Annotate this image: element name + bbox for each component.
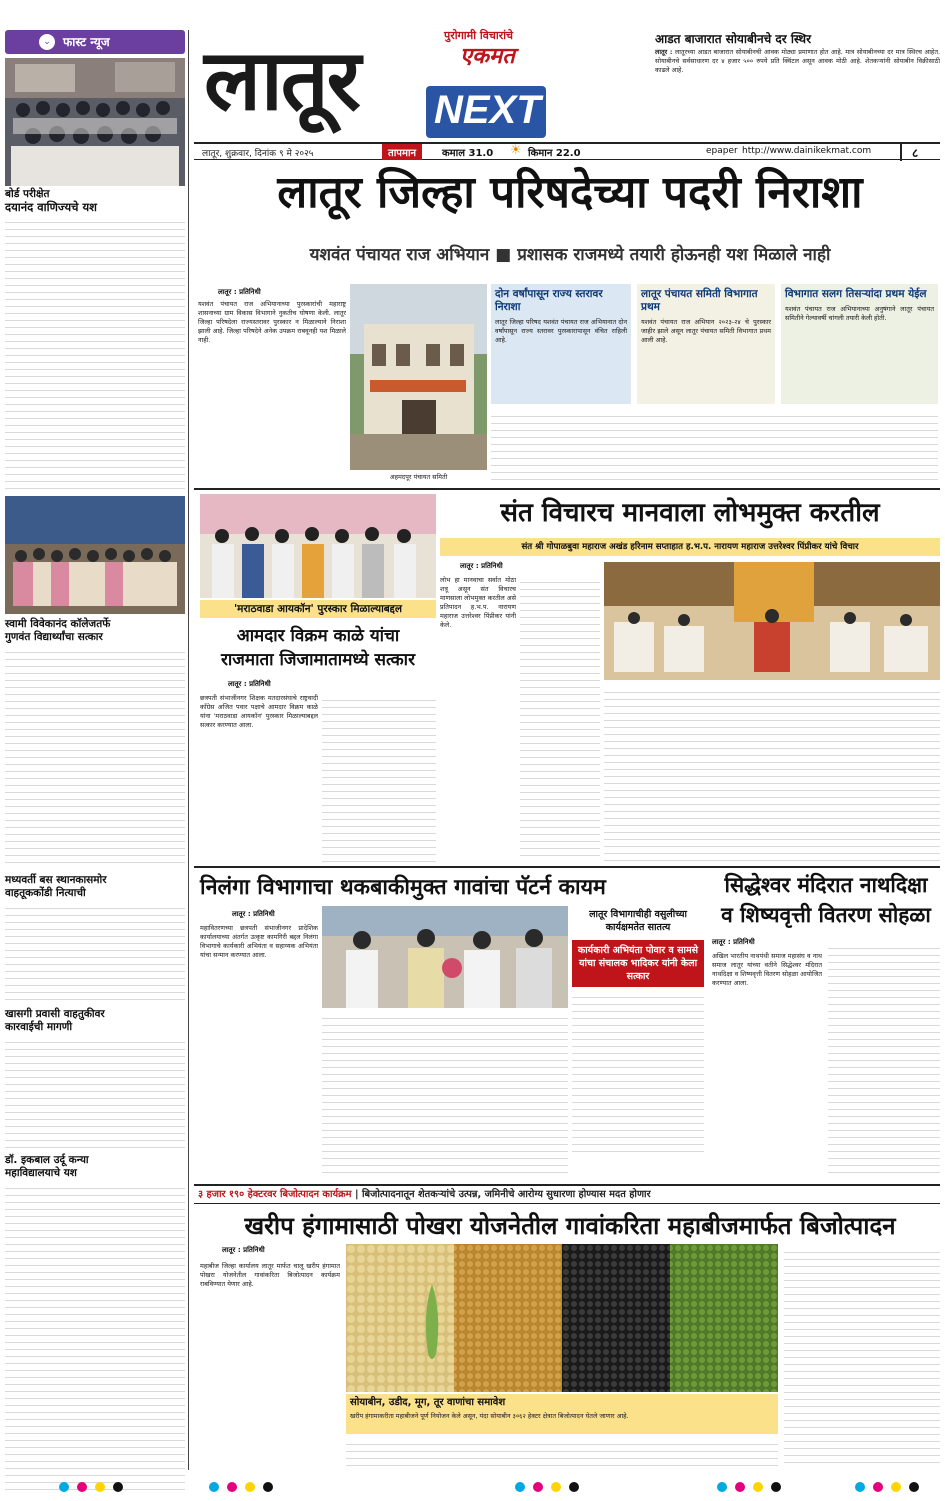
registration-marks: [0, 1474, 945, 1501]
sidebar-story2-title: स्वामी विवेकानंद कॉलेजतर्फे गुणवंत विद्यार्थ्यांचा सत्कार: [5, 618, 111, 643]
story4-box-title: लातूर विभागाचीही वसुलीच्या कार्यक्षमतेत सातत्य: [589, 909, 687, 933]
msedcl-felicitation-photo: [322, 906, 568, 1008]
dateline: लातूर, शुक्रवार, दिनांक ९ मे २०२५: [202, 149, 314, 159]
story4-headline: निलंगा विभागाचा थकबाकीमुक्त गावांचा पॅटर्न कायम: [200, 875, 606, 900]
ticker-red: ३ हजार १९० हेक्टरवर बिजोत्पादन कार्यक्रम: [198, 1189, 352, 1200]
story4-box: [572, 906, 704, 1174]
sidebar-story1-title: बोर्ड परीक्षेत दयानंद वाणिज्यचे यश: [5, 188, 97, 214]
ticker-sep: |: [354, 1189, 362, 1200]
story4-byline: लातूर : प्रतिनिधी: [232, 910, 275, 918]
sidebar-story4-title: खासगी प्रवासी वाहतुकीवर कारवाईची मागणी: [5, 1008, 105, 1033]
sidebar-story1-text: [5, 216, 185, 494]
sidebar-header: [5, 30, 185, 54]
brand-tagline: पुरोगामी विचारांचे: [444, 29, 514, 42]
story3-text: छत्रपती संभाजीनगर शिक्षक मतदारसंघाचे राष्ट्रवादी काँग्रेस अजित पवार पक्षाचे आमदार विक्रम काळे यांना 'मराठवाडा आयकॉन' पुरस्कार मिळाल्याबद्दल सत्कार करण्यात आला.: [200, 694, 318, 729]
next-logo: [426, 86, 546, 138]
sidebar-story3-title: मध्यवर्ती बस स्थानकासमोर वाहतूककोंडी नित्याची: [5, 874, 107, 899]
sidebar-divider: [188, 30, 189, 1470]
brief-title: आडत बाजारात सोयाबीनचे दर स्थिर: [655, 32, 811, 46]
sidebar-fast-news: [5, 30, 185, 1470]
story4-text: महावितरणच्या छत्रपती संभाजीनगर प्रादेशिक कार्यालयाच्या अंतर्गत उत्कृष्ट कामगिरी बद्दल निलंगा विभागाचे कार्यकारी अभियंता व सहाय्यक अभियंता यांचा सन्मान करण्यात आला.: [200, 924, 318, 959]
lead-box-3: [781, 284, 938, 404]
lead-box-2: [637, 284, 775, 404]
next-logo-text: NEXT: [434, 88, 541, 132]
story6-text: महाबीज जिल्हा कार्यालय लातूर मार्फत चालू खरीप हंगामात पोखरा योजनेतील गावांकरिता बिजोत्पादन कार्यक्रम राबविण्यात येणार आहे.: [200, 1262, 340, 1288]
story3-headline: आमदार विक्रम काळे यांचा राजमाता जिजामातामध्ये सत्कार: [220, 626, 416, 670]
story3-banner: 'मराठवाडा आयकॉन' पुरस्कार मिळाल्याबद्दल: [200, 600, 436, 618]
lead-subhead: यशवंत पंचायत राज अभियान ■ प्रशासक राजमध्ये तयारी होऊनही यश मिळाले नाही: [309, 245, 831, 265]
sidebar-story2-text: [5, 646, 185, 866]
page-number: ८: [900, 144, 918, 161]
lead-box-1-text: लातूर जिल्हा परिषद यशवंत पंचायत राज अभियानात दोन वर्षांपासून राज्य स्तरावर पुरस्कारापासून वंचित राहिली आहे.: [495, 318, 627, 344]
ticker-black: बिजोत्पादनातून शेतकऱ्यांचे उत्पन्न, जमिनीचे आरोग्य सुधारणा होण्यास मदत होणार: [361, 1189, 651, 1200]
story4-box-text: [572, 991, 704, 1155]
weather-label: तापमान: [382, 144, 422, 160]
story6-byline: लातूर : प्रतिनिधी: [222, 1246, 265, 1254]
story2-byline: लातूर : प्रतिनिधी: [460, 562, 503, 570]
sidebar-story4-text: [5, 1036, 185, 1150]
story4-text-col2: [322, 1012, 568, 1174]
story6-headline: खरीप हंगामासाठी पोखरा योजनेतील गावांकरिता महाबीजमार्फत बिजोत्पादन: [244, 1212, 896, 1240]
sidebar-story5-title: डॉ. इकबाल उर्दू कन्या महाविद्यालयाचे यश: [5, 1154, 89, 1179]
graduates-photo: [5, 58, 185, 186]
lead-box-2-title: लातूर पंचायत समिती विभागात प्रथम: [641, 288, 758, 313]
lead-box-2-text: यशवंत पंचायत राज अभियान २०२३-२४ चे पुरस्कार जाहीर झाले असून लातूर पंचायत समिती विभागात प्रथम आली आहे.: [641, 318, 771, 344]
story3-text-col2: [322, 694, 436, 862]
masthead: [194, 28, 654, 143]
lead-text: यशवंत पंचायत राज अभियानाच्या पुरस्कारांची महाराष्ट्र शासनाच्या ग्राम विकास विभागाने नुकतीच घोषणा केली. लातूर जिल्हा परिषदेला राज्यस्तरावर पुरस्कार न मिळाल्याने निराशा झाली आहे. जिल्हा परिषदेने अनेक उपक्रम राबवूनही यश मिळाले नाही.: [198, 300, 346, 344]
story6-text-col3: [784, 1246, 940, 1468]
lead-box-3-text: यशवंत पंचायत राज अभियानाच्या अनुषंगाने लातूर पंचायत समितीने गेल्यावर्षी चांगली तयारी केली होती.: [785, 305, 934, 322]
sidebar-story3-text: [5, 902, 185, 1002]
story5-text: अखिल भारतीय नाथपंथी समाज महासंघ व नाथ समाज लातूर यांच्या वतीने सिद्धेश्वर मंदिरात नाथदिक्षा व शिष्यवृत्ती वितरण सोहळा आयोजित करण्यात आला.: [712, 952, 822, 987]
sun-icon: ☀: [510, 143, 522, 158]
brief-text: लातूर : लातूरच्या आडत बाजारात सोयाबीनची आवक मोठ्या प्रमाणात होत आहे. मात्र सोयाबीनच्या दर मात्र स्थिरच आहेत. सोयाबीनचे सर्वसाधारण दर ४ हजार ५०० रुपये प्रति क्विंटल असून आवक मोठी आहे. शेतकऱ्यांनी सोयाबीन विक्रीसाठी काढले आहे.: [655, 48, 940, 74]
mid-rule: [194, 866, 940, 868]
sidebar-story5-text: [5, 1182, 185, 1494]
lead-continuation: [491, 410, 938, 482]
epaper-url[interactable]: http://www.dainikekmat.com: [742, 146, 872, 156]
story2-headline: संत विचारच मानवाला लोभमुक्त करतील: [500, 498, 880, 528]
story5-byline: लातूर : प्रतिनिधी: [712, 938, 755, 946]
lead-box-1-title: दोन वर्षांपासून राज्य स्तरावर निराशा: [495, 288, 603, 313]
brand-name: एकमत: [460, 44, 515, 69]
story4-box-sub: कार्यकारी अभियंता पोवार व सामसे यांचा संचालक भादिकर यांनी केला सत्कार: [572, 940, 704, 987]
story5-headline: सिद्धेश्वर मंदिरात नाथदिक्षा व शिष्यवृत्ती वितरण सोहळा: [721, 873, 931, 927]
ticker: [194, 1184, 940, 1204]
story2-text-col2: [520, 576, 600, 862]
temp-min: किमान 22.0: [528, 148, 581, 159]
story2-subhead: संत श्री गोपाळबुवा महाराज अखंड हरिनाम सप्ताहात ह.भ.प. नारायण महाराज उत्तरेश्वर पिंप्रीकर यांचे विचार: [440, 538, 940, 556]
dateline-strip: [194, 142, 940, 160]
lead-box-3-title: विभागात सलग तिसऱ्यांदा प्रथम येईल: [785, 288, 927, 300]
lead-byline: लातूर : प्रतिनिधी: [218, 288, 261, 296]
masthead-title: लातूर: [204, 31, 359, 129]
college-felicitation-photo: [5, 496, 185, 614]
story2-text: लोभ हा मानवाचा सर्वात मोठा शत्रू असून संत विचारच माणसाला लोभमुक्त करतील असे प्रतिपादन ह.भ.प. नारायण महाराज उत्तरेश्वर पिंप्रीकर यांनी केले.: [440, 576, 516, 629]
seeds-caption: [346, 1394, 778, 1434]
kirtan-photo: [604, 562, 940, 680]
lead-box-1: [491, 284, 631, 404]
panchayat-building-photo: [350, 284, 487, 470]
seeds-caption-text: खरीप हंगामाकरीता महाबीजने पूर्ण नियोजन केले असून, यंदा सोयाबीन ३०६२ हेक्टर क्षेत्रात बिजोत्पादन घेतले जाणार आहे.: [350, 1412, 629, 1420]
award-felicitation-photo: [200, 494, 436, 598]
epaper-label: epaper: [706, 146, 738, 156]
temp-max: कमाल 31.0: [442, 148, 494, 159]
story2-text-cols: [604, 686, 940, 862]
sidebar-header-icon: ⌄: [39, 34, 55, 50]
story6-text-col2: [346, 1438, 778, 1468]
brief-soybean: [655, 28, 940, 146]
story5-text-col2: [828, 942, 940, 1174]
lead-photo-caption: अहमदपूर पंचायत समिती: [389, 473, 448, 481]
seeds-caption-title: सोयाबीन, उडीद, मूग, तूर वाणांचा समावेश: [350, 1397, 506, 1408]
lead-headline: लातूर जिल्हा परिषदेच्या पदरी निराशा: [277, 167, 863, 218]
lead-bottom-rule: [194, 488, 940, 490]
sidebar-header-label: फास्ट न्यूज: [63, 35, 110, 49]
story3-byline: लातूर : प्रतिनिधी: [228, 680, 271, 688]
seeds-photo: [346, 1244, 778, 1392]
